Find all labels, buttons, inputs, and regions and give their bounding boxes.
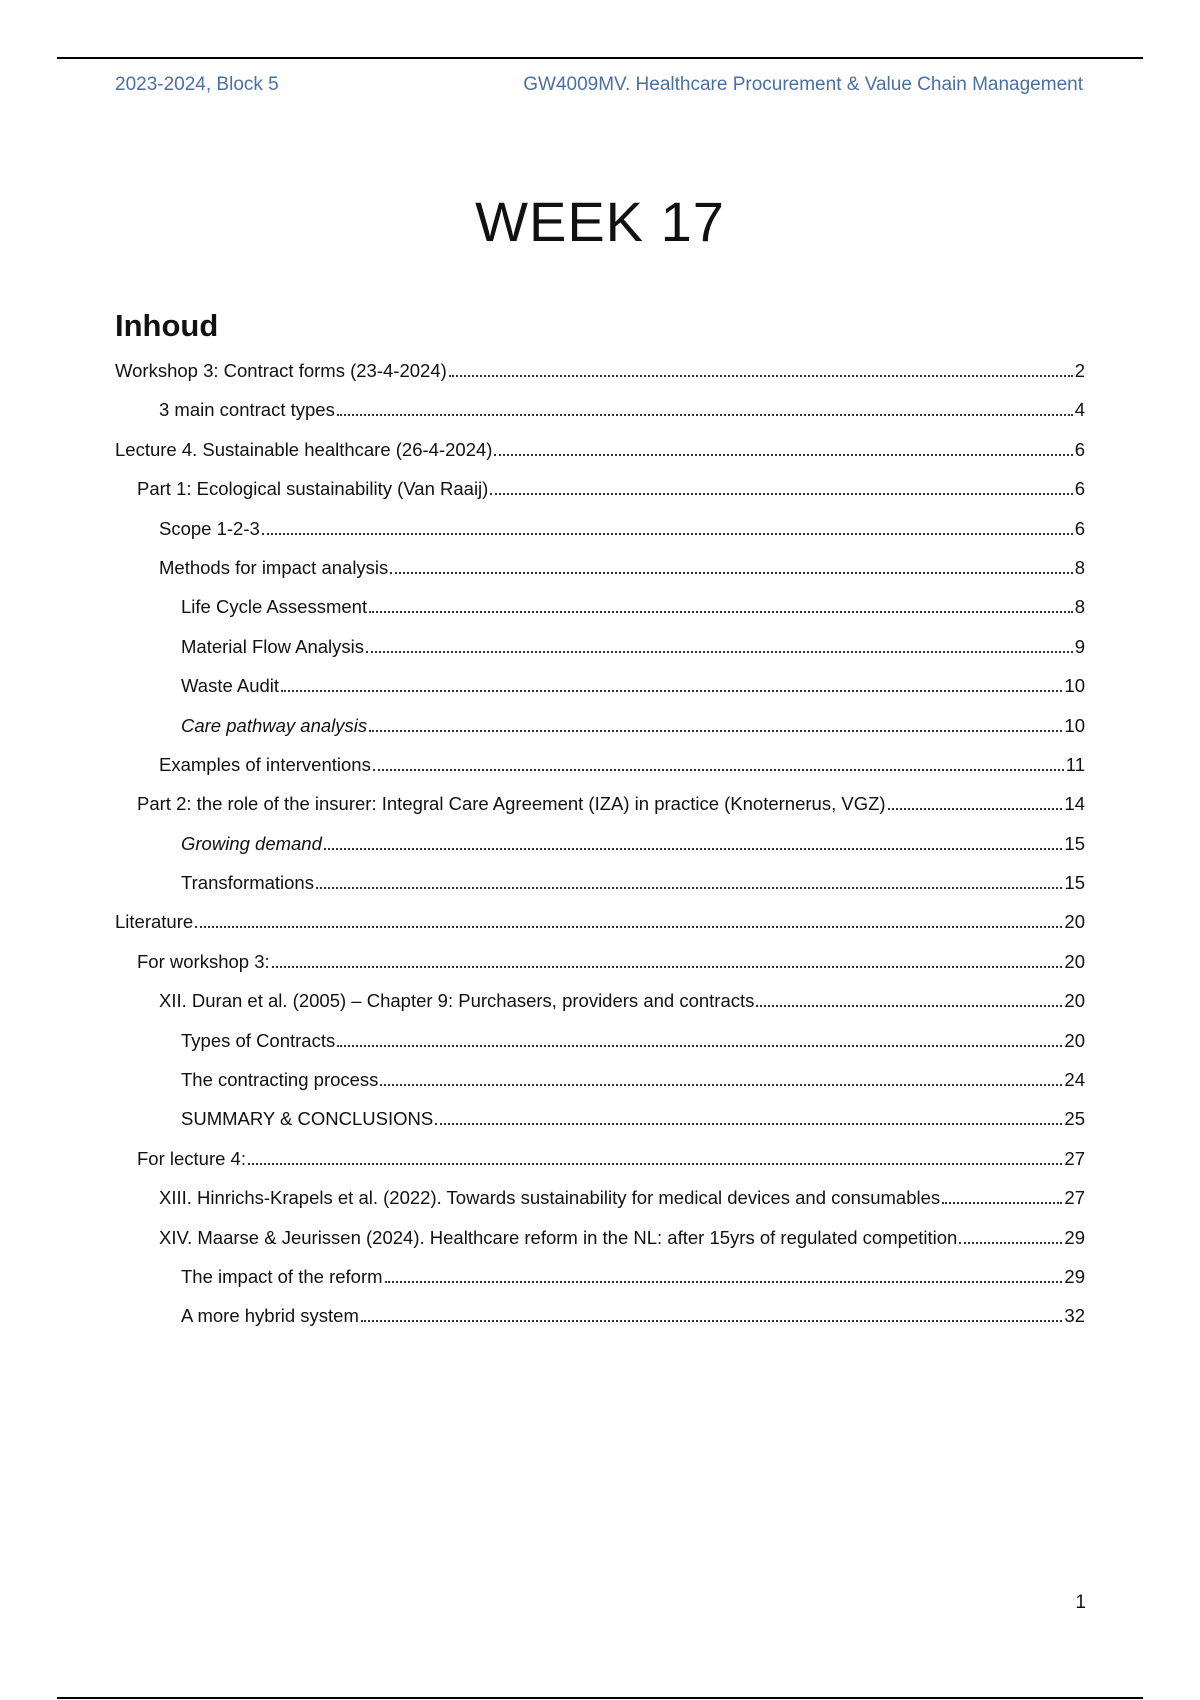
toc-entry[interactable] (115, 1265, 1085, 1304)
toc-entry-title: Life Cycle Assessment (181, 596, 368, 618)
toc-entry[interactable] (115, 1068, 1085, 1107)
toc-entry-title: 3 main contract types (159, 399, 335, 421)
toc-dot-leader (262, 533, 1073, 535)
toc-entry-title: The impact of the reform (181, 1265, 383, 1287)
toc-entry-page: 2 (1074, 360, 1085, 381)
toc-entry[interactable] (115, 989, 1085, 1028)
header-rule (57, 57, 1143, 59)
toc-dot-leader (435, 1123, 1062, 1125)
toc-dot-leader (373, 769, 1064, 771)
toc-entry-page: 27 (1064, 1187, 1085, 1209)
toc-entry-title: For workshop 3: (137, 950, 270, 972)
toc-entry-page: 6 (1074, 517, 1085, 539)
toc-entry-title: Material Flow Analysis (181, 635, 365, 657)
toc-entry-title: The contracting process (181, 1069, 379, 1091)
toc-entry-page: 15 (1064, 832, 1085, 854)
toc-entry[interactable] (115, 1147, 1085, 1186)
toc-dot-leader (756, 1005, 1062, 1007)
toc-entry-page: 11 (1065, 753, 1085, 775)
toc-dot-leader (380, 1084, 1062, 1086)
toc-dot-leader (385, 1281, 1063, 1283)
toc-entry-page: 10 (1064, 675, 1085, 697)
toc-entry-page: 29 (1064, 1226, 1085, 1248)
toc-entry-title: Scope 1-2-3 (159, 517, 260, 539)
toc-entry[interactable] (115, 359, 1085, 398)
toc-entry-title: Types of Contracts (181, 1029, 336, 1051)
toc-entry-title: Workshop 3: Contract forms (23-4-2024) (115, 360, 447, 381)
toc-dot-leader (942, 1202, 1062, 1204)
toc-entry[interactable] (115, 438, 1085, 477)
toc-entry-page: 15 (1064, 872, 1085, 894)
toc-entry-title: A more hybrid system (181, 1305, 359, 1327)
toc-entry-page: 27 (1064, 1147, 1085, 1169)
toc-entry[interactable] (115, 674, 1085, 713)
toc-entry-page: 8 (1074, 596, 1085, 618)
toc-entry[interactable] (115, 910, 1085, 949)
toc-entry[interactable] (115, 792, 1085, 831)
toc-entry-title: Part 1: Ecological sustainability (Van Raaij) (137, 478, 489, 500)
toc-dot-leader (369, 611, 1073, 613)
toc-entry[interactable] (115, 714, 1085, 753)
toc-dot-leader (888, 808, 1063, 810)
toc-entry-title: For lecture 4: (137, 1147, 246, 1169)
toc-entry-title: Growing demand (181, 832, 322, 854)
header-course: GW4009MV. Healthcare Procurement & Value Chain Management (523, 74, 1083, 95)
toc-dot-leader (959, 1242, 1062, 1244)
toc-entry-page: 14 (1064, 793, 1085, 815)
toc-dot-leader (337, 1045, 1062, 1047)
toc-entry-title: Care pathway analysis (181, 714, 368, 736)
toc-dot-leader (281, 690, 1062, 692)
toc-dot-leader (494, 454, 1072, 456)
toc-entry-page: 9 (1074, 635, 1085, 657)
toc-entry-title: XII. Duran et al. (2005) – Chapter 9: Purchasers, providers and contracts (159, 990, 755, 1012)
toc-dot-leader (316, 887, 1062, 889)
toc-entry-title: Examples of interventions (159, 753, 371, 775)
table-of-contents (115, 359, 1085, 1344)
toc-entry[interactable] (115, 635, 1085, 674)
toc-entry[interactable] (115, 595, 1085, 634)
toc-entry-page: 6 (1074, 478, 1085, 500)
toc-entry-page: 4 (1074, 399, 1085, 421)
toc-entry-title: XIV. Maarse & Jeurissen (2024). Healthcare reform in the NL: after 15yrs of regulated competition (159, 1226, 958, 1248)
toc-dot-leader (369, 730, 1062, 732)
toc-entry[interactable] (115, 950, 1085, 989)
toc-entry[interactable] (115, 753, 1085, 792)
page-number: 1 (1075, 1592, 1086, 1613)
toc-entry[interactable] (115, 1107, 1085, 1146)
header-term: 2023-2024, Block 5 (115, 74, 279, 95)
toc-entry[interactable] (115, 1226, 1085, 1265)
toc-dot-leader (361, 1320, 1063, 1322)
toc-entry-page: 29 (1064, 1265, 1085, 1287)
toc-entry[interactable] (115, 1186, 1085, 1225)
document-title: WEEK 17 (475, 190, 725, 253)
toc-entry-page: 32 (1064, 1305, 1085, 1327)
toc-dot-leader (490, 493, 1072, 495)
toc-entry[interactable] (115, 556, 1085, 595)
toc-entry-title: Part 2: the role of the insurer: Integral Care Agreement (IZA) in practice (Knoternerus, VGZ) (137, 793, 886, 815)
toc-entry[interactable] (115, 1029, 1085, 1068)
toc-entry-page: 20 (1064, 1029, 1085, 1051)
toc-entry-page: 24 (1064, 1069, 1085, 1091)
toc-dot-leader (248, 1163, 1062, 1165)
toc-dot-leader (272, 966, 1063, 968)
toc-entry-title: Waste Audit (181, 675, 280, 697)
toc-entry[interactable] (115, 1304, 1085, 1343)
toc-dot-leader (390, 572, 1072, 574)
toc-entry-page: 8 (1074, 556, 1085, 578)
toc-entry[interactable] (115, 871, 1085, 910)
toc-entry-title: Transformations (181, 872, 314, 894)
toc-heading: Inhoud (115, 308, 219, 343)
toc-entry[interactable] (115, 398, 1085, 437)
toc-entry-page: 10 (1064, 714, 1085, 736)
toc-entry[interactable] (115, 832, 1085, 871)
toc-entry-title: XIII. Hinrichs-Krapels et al. (2022). Towards sustainability for medical devices and consumables (159, 1187, 941, 1209)
toc-entry-page: 20 (1064, 911, 1085, 933)
toc-entry-title: Methods for impact analysis (159, 556, 389, 578)
toc-dot-leader (195, 926, 1062, 928)
toc-entry-title: Lecture 4. Sustainable healthcare (26-4-2024) (115, 438, 493, 460)
toc-entry-page: 25 (1064, 1108, 1085, 1130)
toc-entry-page: 6 (1074, 438, 1085, 460)
toc-entry-page: 20 (1064, 990, 1085, 1012)
toc-entry[interactable] (115, 477, 1085, 516)
toc-dot-leader (337, 414, 1073, 416)
toc-entry[interactable] (115, 517, 1085, 556)
toc-dot-leader (449, 375, 1073, 377)
toc-dot-leader (366, 651, 1073, 653)
footer-rule (57, 1697, 1143, 1699)
toc-dot-leader (324, 848, 1063, 850)
toc-entry-title: Literature (115, 911, 194, 933)
page-header (115, 74, 1083, 100)
toc-entry-title: SUMMARY & CONCLUSIONS (181, 1108, 434, 1130)
toc-entry-page: 20 (1064, 950, 1085, 972)
